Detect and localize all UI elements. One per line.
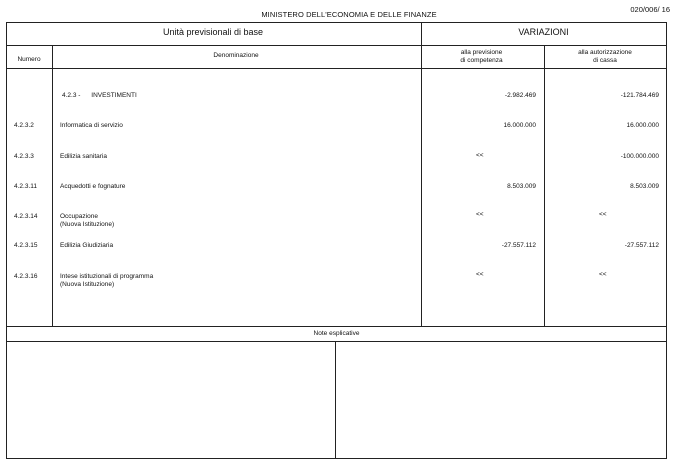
table-row-cassa: << [599,211,607,218]
competenza-header-line1: alla previsione [460,49,503,56]
table-row-competenza: << [476,271,484,278]
competenza-header-line2: di competenza [460,57,503,64]
notes-title: Note esplicative [313,330,360,337]
table-row-cassa: -27.557.112 [624,242,659,249]
table-row-competenza: 16.000.000 [503,122,536,129]
table-row-competenza: << [476,152,484,159]
denominazione-line: (Nuova Istituzione) [60,281,115,288]
table-row-competenza: << [476,211,484,218]
notes-top-divider [7,326,666,327]
variazioni-divider [421,23,422,326]
table-row-cassa: 8.503.009 [630,183,659,190]
table-row-cassa: -100.000.000 [620,153,659,160]
competenza-column-header [420,49,543,65]
table-row-denominazione: Acquedotti e fognature [60,183,126,190]
table-row-denominazione [60,213,114,229]
table-row-denominazione: Edilizia Giudiziaria [60,242,114,249]
table-row-numero: 4.2.3.15 [14,242,38,249]
column-header-divider [7,68,666,69]
section-header-divider [7,45,666,46]
denominazione-line: Occupazione [60,213,98,220]
table-row-denominazione: 4.2.3 - INVESTIMENTI [62,92,137,99]
table-row-numero: 4.2.3.3 [14,153,34,160]
table-row-numero: 4.2.3.16 [14,273,38,280]
numero-column-divider [52,45,53,326]
table-row-numero: 4.2.3.14 [14,213,38,220]
cassa-header-line1: alla autorizzazione [578,49,632,56]
denominazione-line: (Nuova Istituzione) [60,221,115,228]
table-row-denominazione: Informatica di servizio [60,122,123,129]
denominazione-column-header: Denominazione [213,52,259,59]
table-row-numero: 4.2.3.11 [14,183,38,190]
table-row-denominazione [60,273,153,289]
variazioni-section-title: VARIAZIONI [518,27,569,37]
table-row-cassa: 16.000.000 [626,122,659,129]
table-row-numero: 4.2.3.2 [14,122,34,129]
table-frame [6,22,667,459]
table-row-competenza: -27.557.112 [501,242,536,249]
table-row-competenza: -2.982.469 [504,92,536,99]
cassa-column-header [543,49,667,65]
denominazione-line: Intese istituzionali di programma [60,273,154,280]
table-row-cassa: -121.784.469 [620,92,659,99]
upb-section-title: Unità previsionali di base [162,27,264,37]
notes-title-divider [7,341,666,342]
table-row-competenza: 8.503.009 [507,183,536,190]
table-row-cassa: << [599,271,607,278]
cassa-header-line2: di cassa [593,57,617,64]
table-row-denominazione: Edilizia sanitaria [60,153,107,160]
notes-split-divider [335,341,336,458]
page-code: 020/006/ 16 [630,5,670,14]
numero-column-header: Numero [17,56,41,63]
ministry-header: MINISTERO DELL'ECONOMIA E DELLE FINANZE [261,10,437,19]
